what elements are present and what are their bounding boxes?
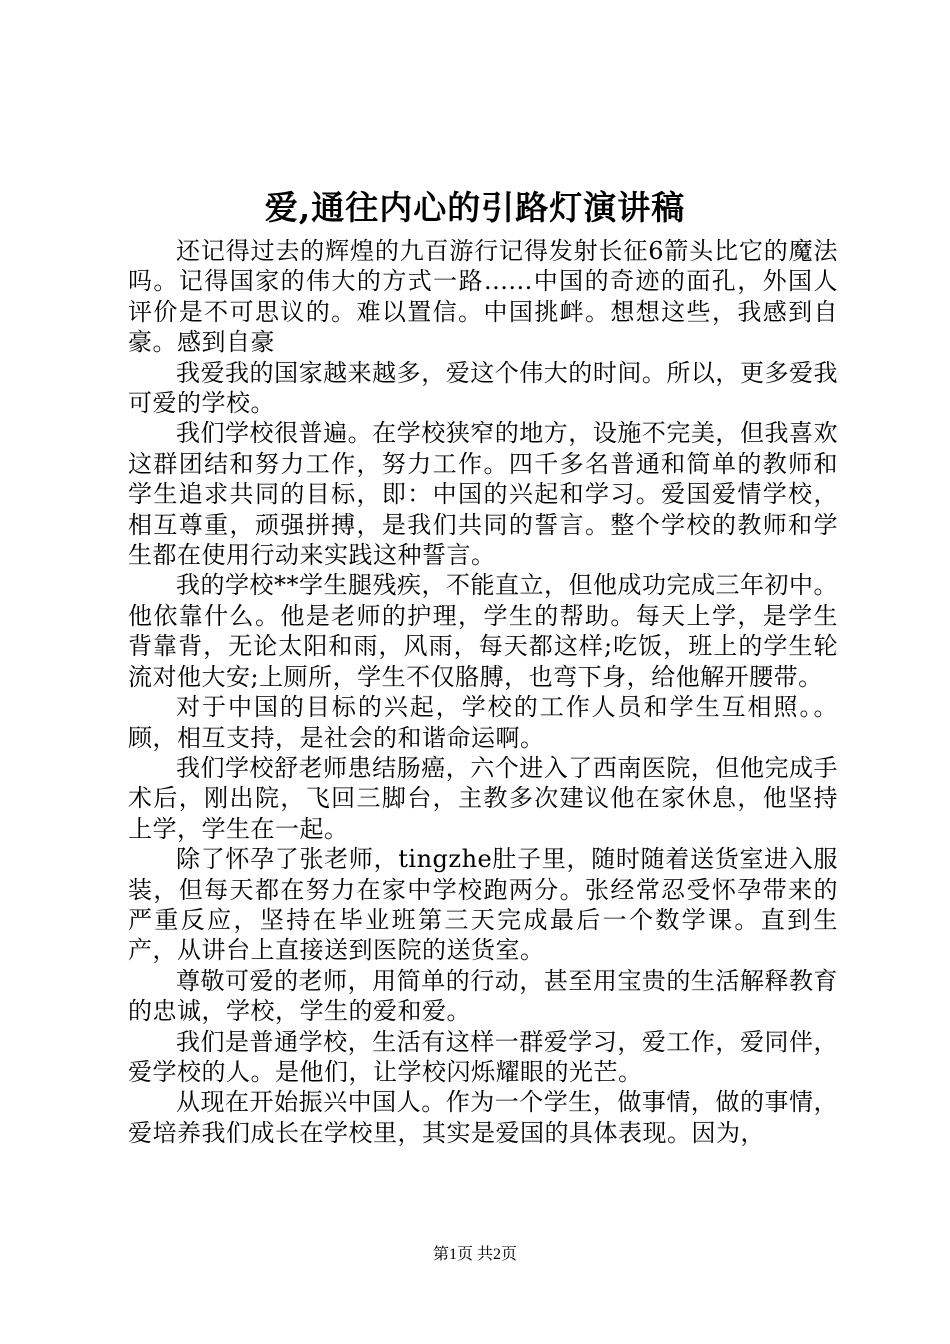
paragraph: 对于中国的目标的兴起，学校的工作人员和学生互相照。。顾，相互支持，是社会的和谐命运啊。 xyxy=(128,693,838,752)
document-title: 爱,通往内心的引路灯演讲稿 xyxy=(264,188,686,227)
page-number-footer: 第1页 共2页 xyxy=(432,1246,517,1263)
paragraph: 还记得过去的辉煌的九百游行记得发射长征6箭头比它的魔法吗。记得国家的伟大的方式一路......中国的奇迹的面孔，外国人评价是不可思议的。难以置信。中国挑衅。想想这些，我感到自豪。感到自豪 xyxy=(128,237,838,357)
paragraph: 从现在开始振兴中国人。作为一个学生，做事情，做的事情，爱培养我们成长在学校里，其实是爱国的具体表现。因为， xyxy=(128,1088,838,1147)
paragraph: 除了怀孕了张老师，tingzhe肚子里，随时随着送货室进入服装，但每天都在努力在家中学校跑两分。张经常忍受怀孕带来的严重反应，坚持在毕业班第三天完成最后一个数学课。直到生产，从讲台上直接送到医院的送货室。 xyxy=(128,845,838,965)
paragraph: 我们学校很普遍。在学校狭窄的地方，设施不完美，但我喜欢这群团结和努力工作，努力工作。四千多名普通和简单的教师和学生追求共同的目标，即：中国的兴起和学习。爱国爱情学校，相互尊重，顽强拼搏，是我们共同的誓言。整个学校的教师和学生都在使用行动来实践这种誓言。 xyxy=(128,419,838,570)
paragraph: 我们学校舒老师患结肠癌，六个进入了西南医院，但他完成手术后，刚出院，飞回三脚台，主教多次建议他在家休息，他坚持上学，学生在一起。 xyxy=(128,753,838,843)
paragraph: 我们是普通学校，生活有这样一群爱学习，爱工作，爱同伴，爱学校的人。是他们，让学校闪烁耀眼的光芒。 xyxy=(128,1027,838,1086)
paragraph: 我爱我的国家越来越多，爱这个伟大的时间。所以，更多爱我可爱的学校。 xyxy=(128,358,838,418)
paragraph: 尊敬可爱的老师，用简单的行动，甚至用宝贵的生活解释教育的忠诚，学校，学生的爱和爱。 xyxy=(128,966,838,1026)
paragraph: 我的学校**学生腿残疾，不能直立，但他成功完成三年初中。他依靠什么。他是老师的护理，学生的帮助。每天上学，是学生背靠背，无论太阳和雨，风雨，每天都这样;吃饭，班上的学生轮流对他大安;上厕所，学生不仅胳膊，也弯下身，给他解开腰带。 xyxy=(128,571,838,691)
document-body xyxy=(128,236,838,1148)
